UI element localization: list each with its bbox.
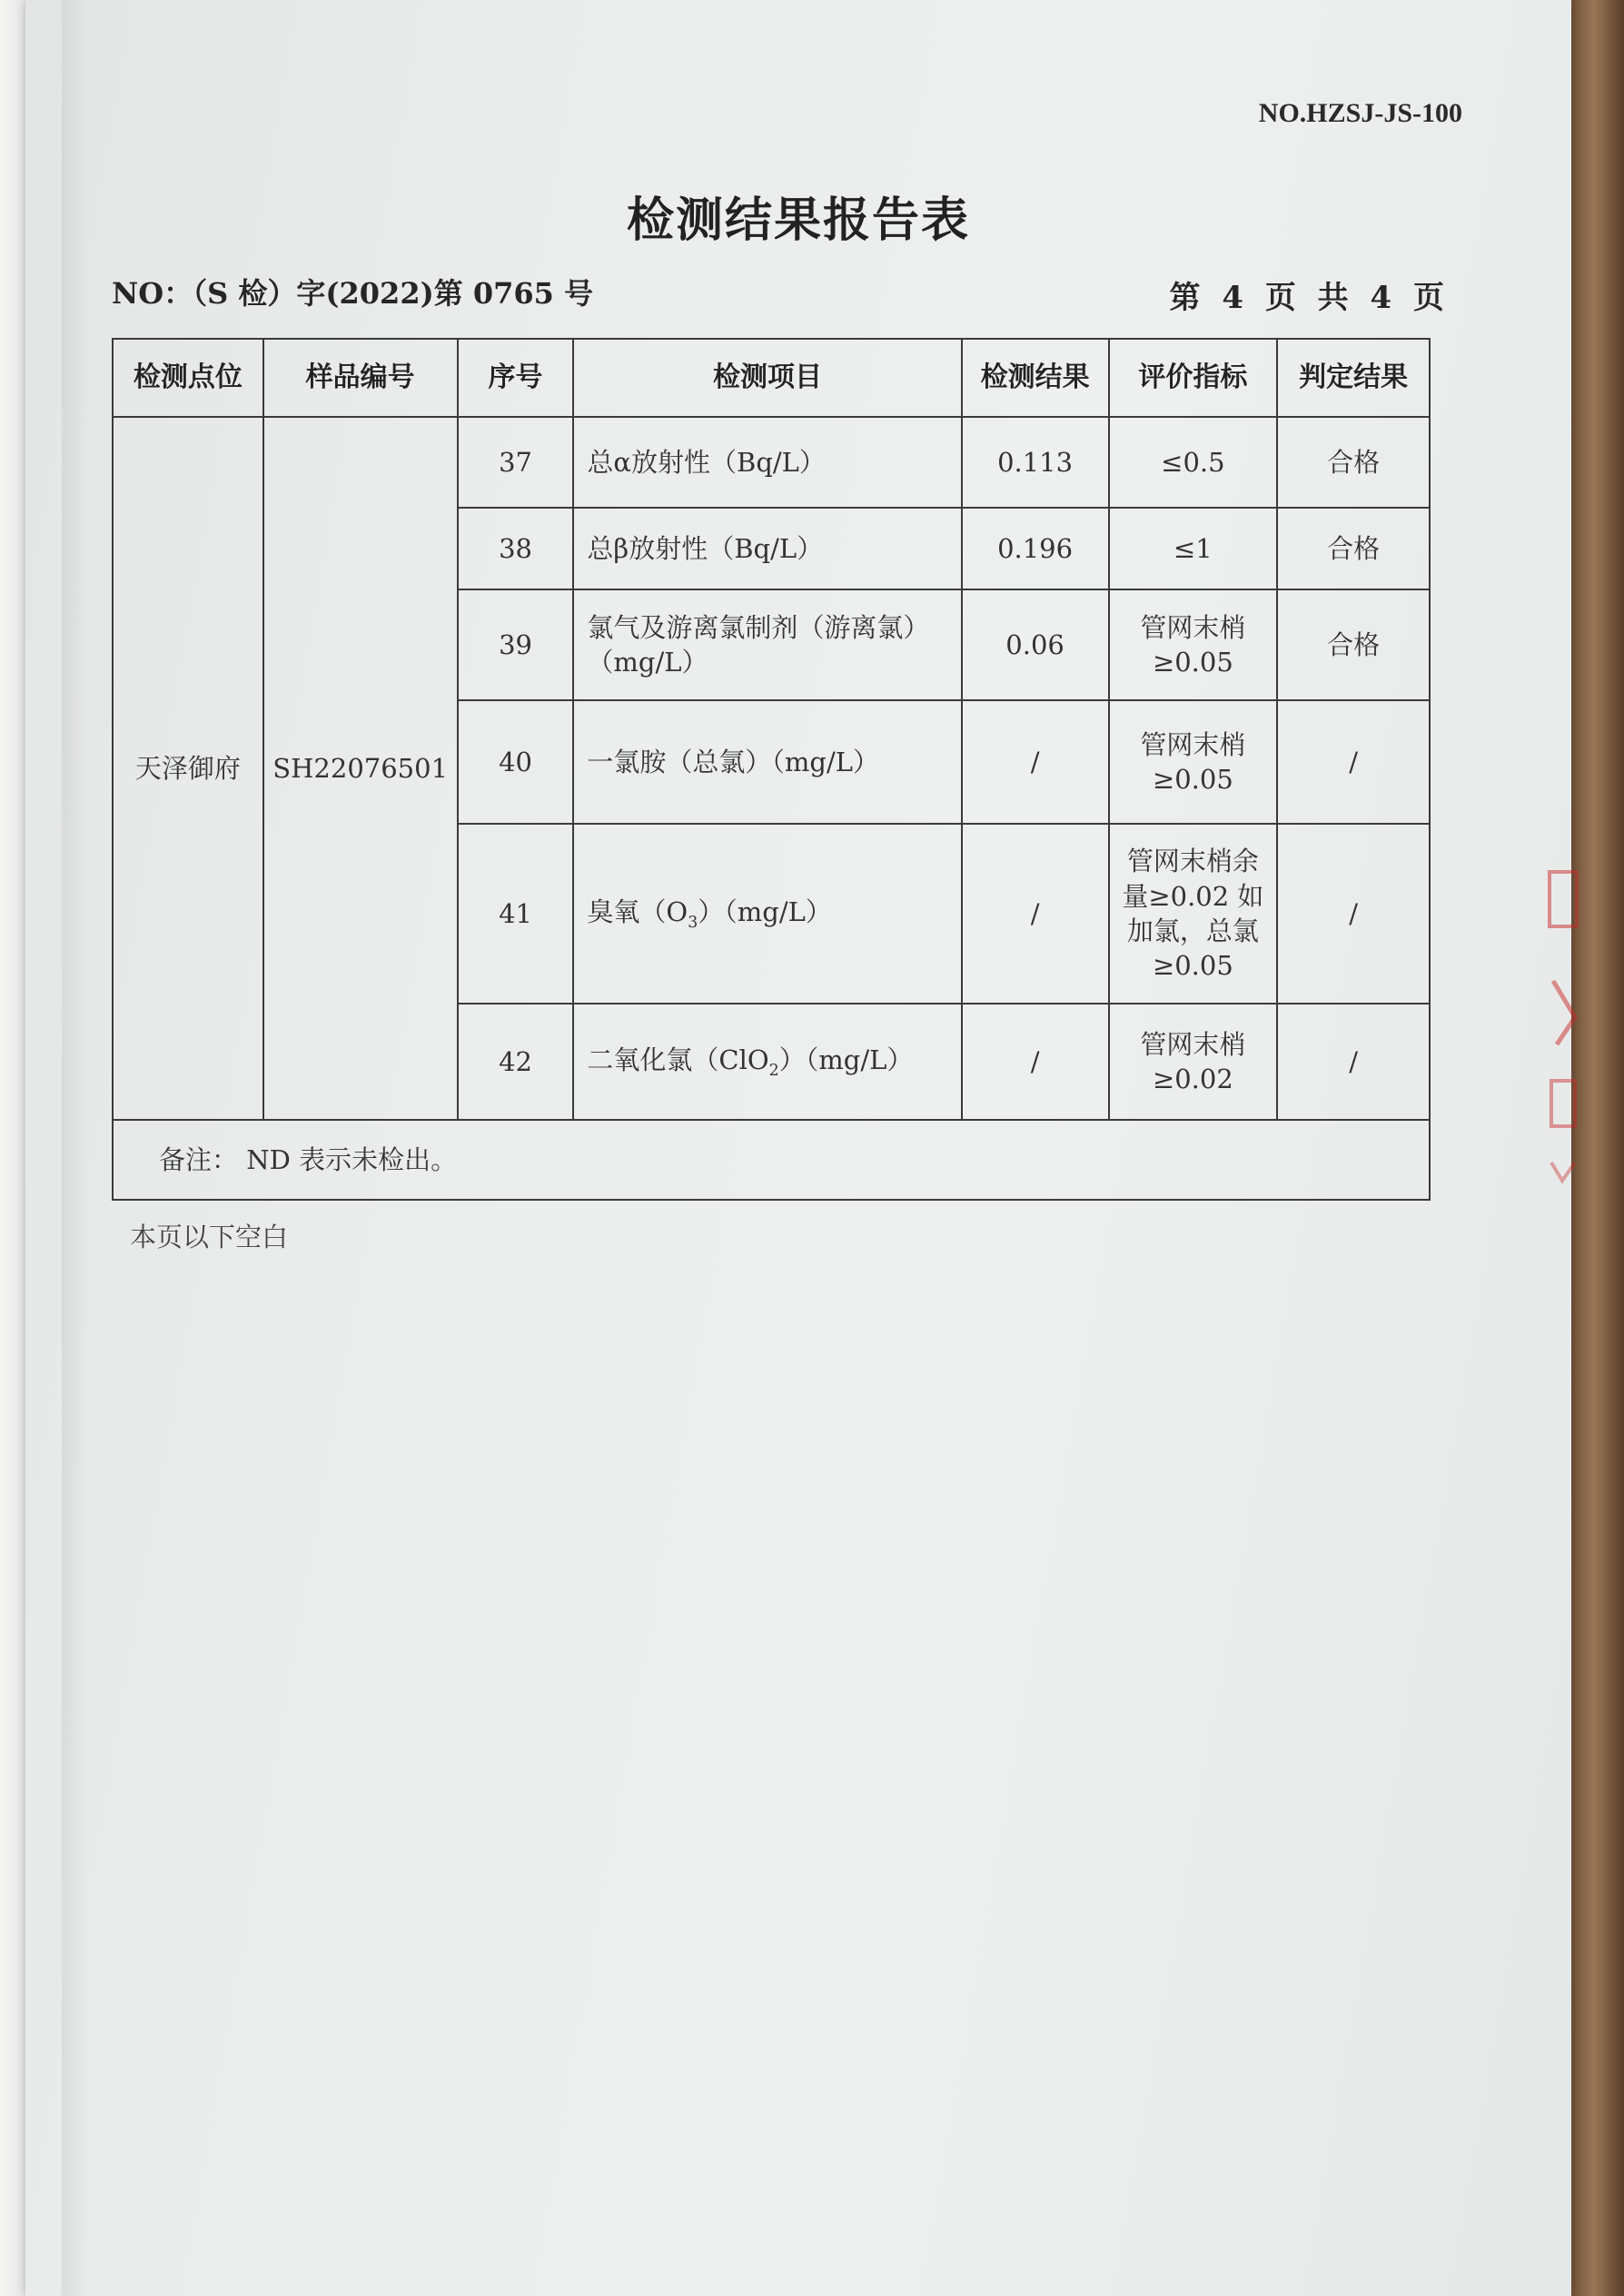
cell-judgment: / xyxy=(1277,700,1430,824)
cell-standard: 管网末梢≥0.05 xyxy=(1109,700,1278,824)
cell-judgment: 合格 xyxy=(1277,508,1430,589)
cell-location: 天泽御府 xyxy=(113,417,263,1120)
header-result: 检测结果 xyxy=(962,339,1109,417)
cell-standard: ≤1 xyxy=(1109,508,1278,589)
remarks-row xyxy=(113,1120,1430,1200)
document-title: 检测结果报告表 xyxy=(626,193,970,248)
cell-result: / xyxy=(962,1004,1109,1120)
header-judgment: 判定结果 xyxy=(1277,339,1430,417)
cell-standard: 管网末梢余量≥0.02 如加氯，总氯≥0.05 xyxy=(1109,824,1278,1004)
cell-seq: 40 xyxy=(458,700,574,824)
header-sample-no: 样品编号 xyxy=(263,339,458,417)
table-header-row xyxy=(113,339,1430,417)
header-location: 检测点位 xyxy=(113,339,263,417)
item-text: 臭氧（O xyxy=(587,896,688,927)
item-text-suffix: ）（mg/L） xyxy=(778,1044,914,1075)
report-number: NO：（S 检）字(2022)第 0765 号 xyxy=(112,276,594,311)
cell-result: 0.06 xyxy=(962,589,1109,700)
results-table xyxy=(112,338,1431,1201)
header-seq: 序号 xyxy=(458,339,574,417)
cell-judgment: 合格 xyxy=(1277,417,1430,508)
subscript-3: 3 xyxy=(688,913,698,932)
item-text-suffix: ）（mg/L） xyxy=(698,896,832,927)
cell-item xyxy=(573,1004,961,1120)
remarks-cell: 备注： ND 表示未检出。 xyxy=(113,1120,1430,1200)
red-seal-stamp-fragment xyxy=(1544,863,1580,1208)
cell-seq: 37 xyxy=(458,417,574,508)
cell-seq: 42 xyxy=(458,1004,574,1120)
cell-standard: 管网末梢≥0.05 xyxy=(1109,589,1278,700)
paper-fold-shadow xyxy=(62,0,89,2296)
cell-result: 0.196 xyxy=(962,508,1109,589)
cell-standard: 管网末梢≥0.02 xyxy=(1109,1004,1278,1120)
cell-sample-no: SH22076501 xyxy=(263,417,458,1120)
cell-item: 总α放射性（Bq/L） xyxy=(573,417,961,508)
blank-below-note: 本页以下空白 xyxy=(130,1222,289,1252)
cell-result: 0.113 xyxy=(962,417,1109,508)
cell-item xyxy=(573,824,961,1004)
subscript-2: 2 xyxy=(768,1061,779,1080)
cell-judgment: / xyxy=(1277,824,1430,1004)
header-item: 检测项目 xyxy=(573,339,961,417)
cell-standard: ≤0.5 xyxy=(1109,417,1278,508)
backdrop-left xyxy=(0,0,27,2296)
cell-judgment: 合格 xyxy=(1277,589,1430,700)
cell-seq: 39 xyxy=(458,589,574,700)
item-text: 二氧化氯（ClO xyxy=(587,1044,769,1075)
seal-mark-icon xyxy=(1544,863,1580,1208)
header-standard: 评价指标 xyxy=(1109,339,1278,417)
form-number: NO.HZSJ-JS-100 xyxy=(1258,98,1462,128)
table-row xyxy=(113,417,1430,508)
cell-result: / xyxy=(962,700,1109,824)
cell-result: / xyxy=(962,824,1109,1004)
cell-item: 一氯胺（总氯）（mg/L） xyxy=(573,700,961,824)
page-info: 第 4 页 共 4 页 xyxy=(1169,280,1444,316)
cell-judgment: / xyxy=(1277,1004,1430,1120)
cell-item: 氯气及游离氯制剂（游离氯）（mg/L） xyxy=(573,589,961,700)
cell-seq: 41 xyxy=(458,824,574,1004)
cell-seq: 38 xyxy=(458,508,574,589)
cell-item: 总β放射性（Bq/L） xyxy=(573,508,961,589)
report-page xyxy=(25,0,1571,2296)
